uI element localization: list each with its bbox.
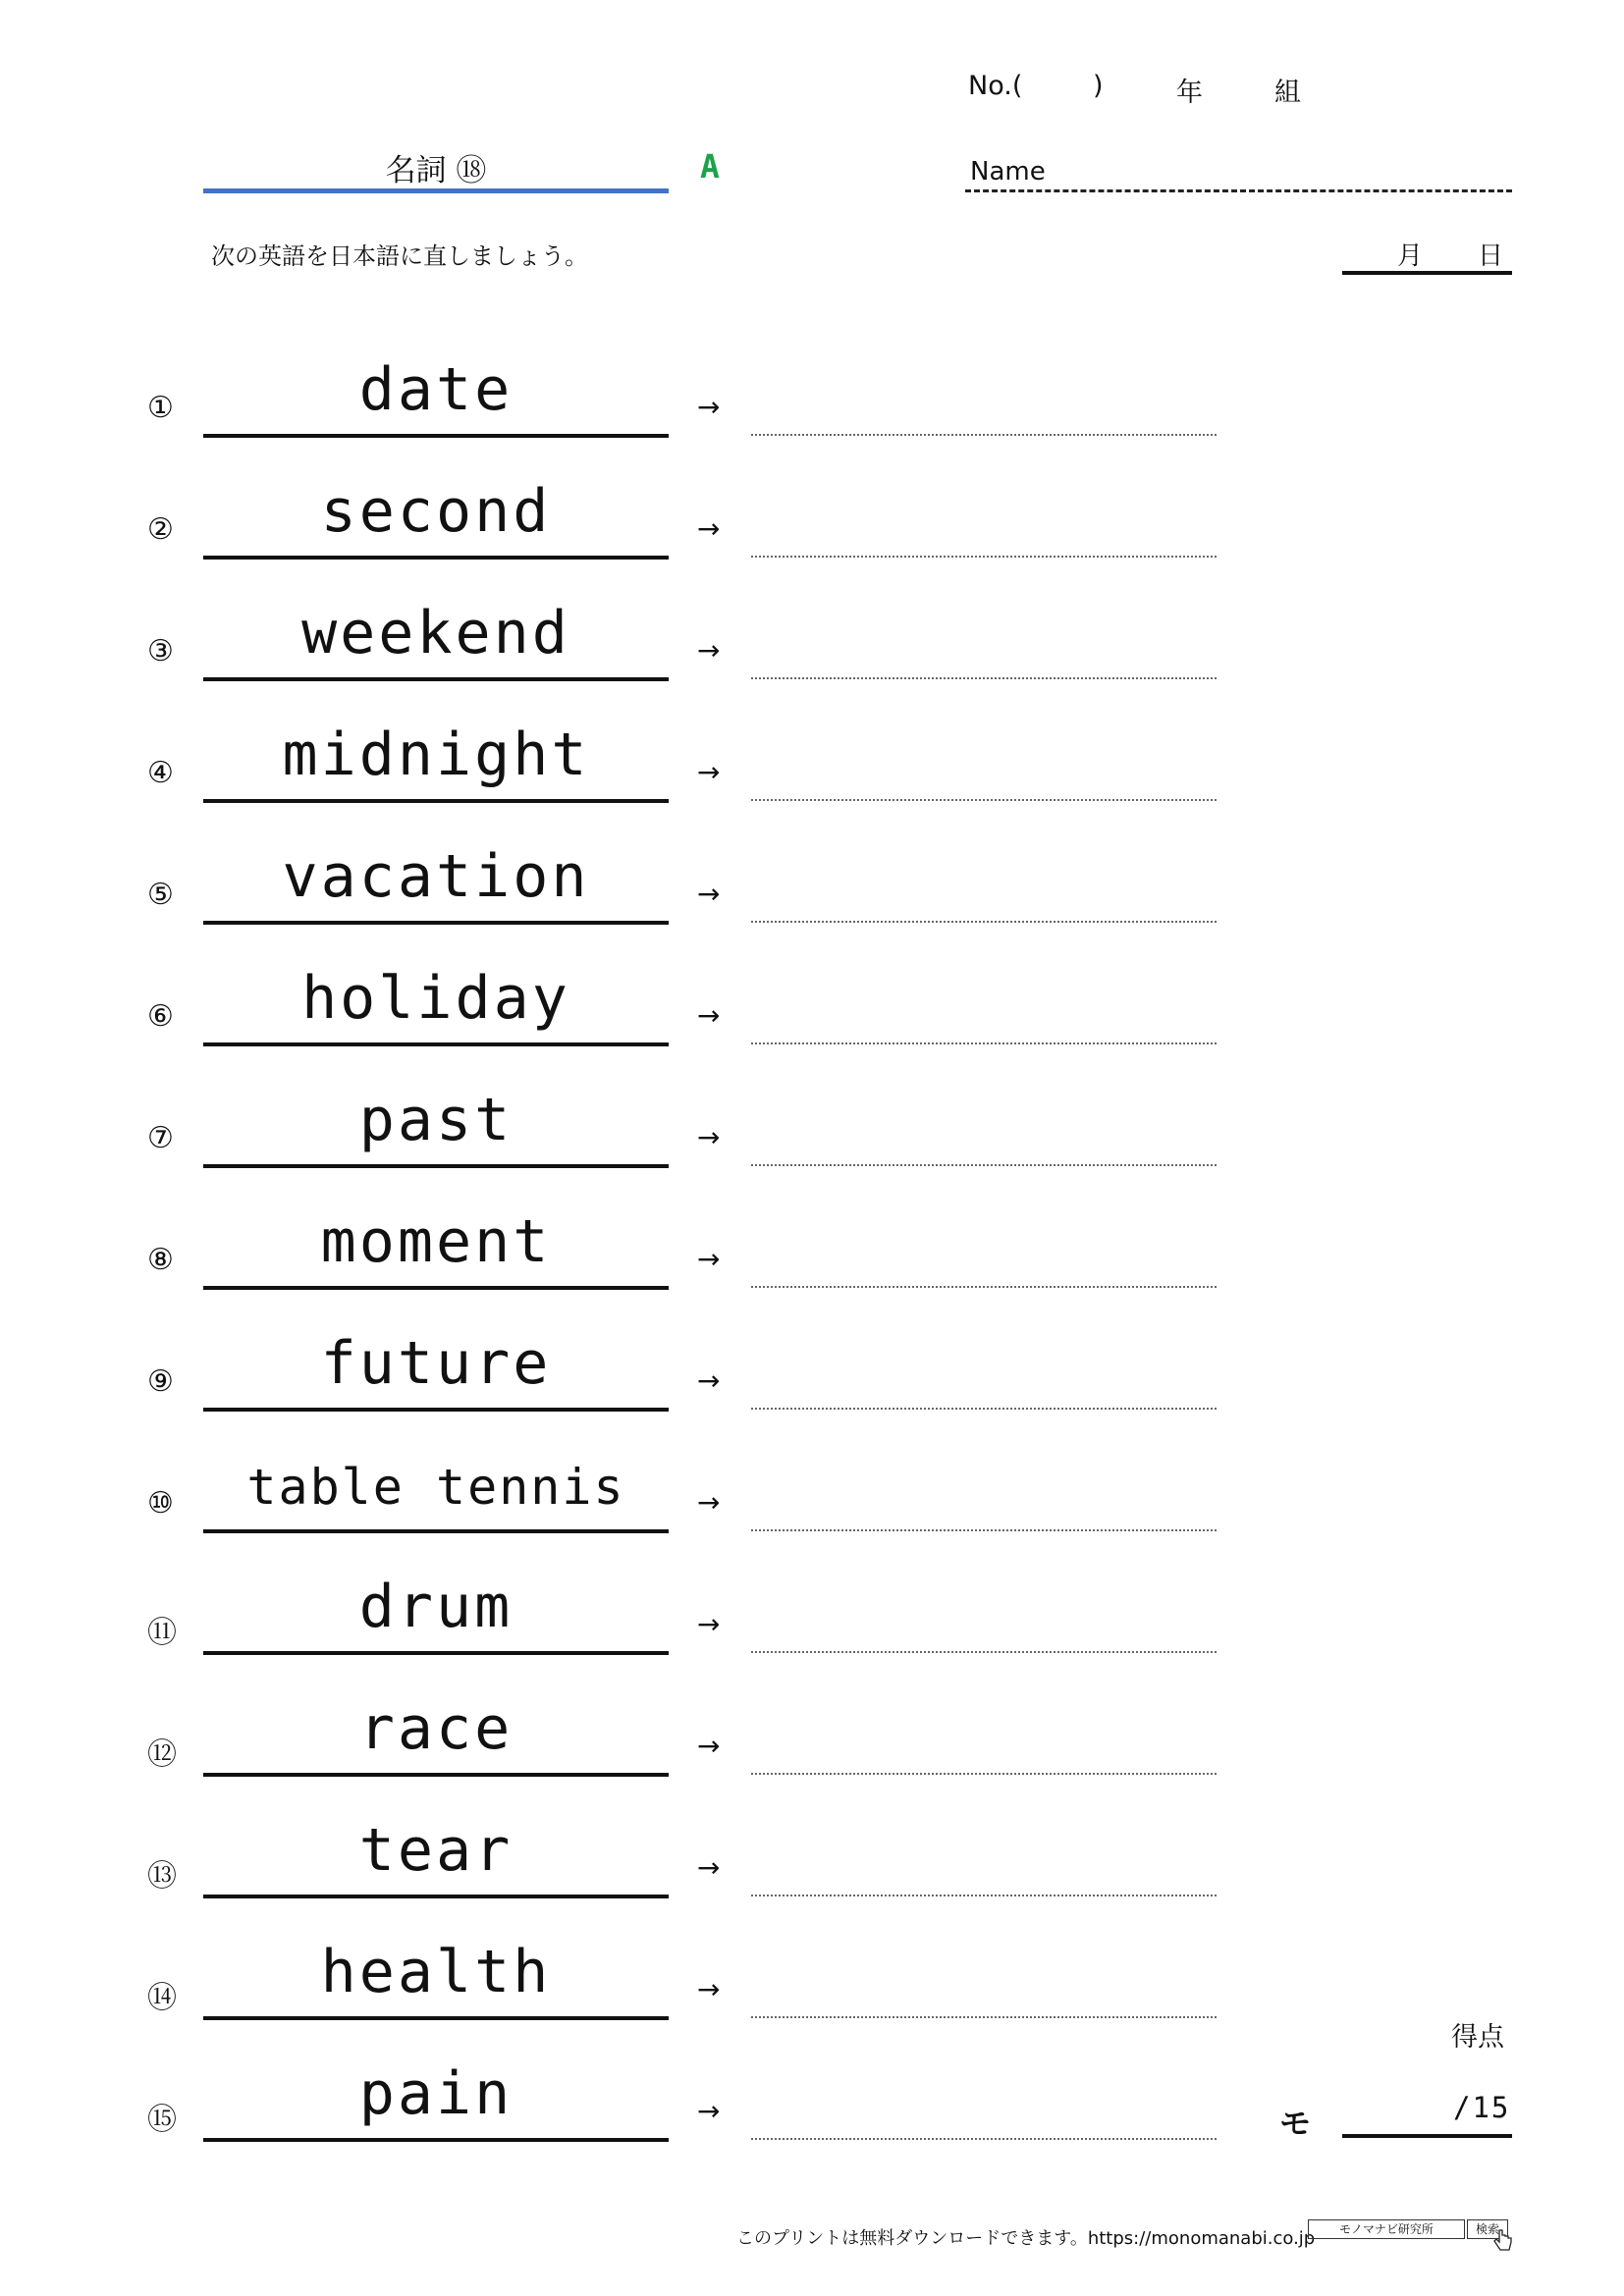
arrow-icon: → bbox=[697, 1608, 721, 1640]
question-row bbox=[0, 1573, 1624, 1690]
answer-field[interactable] bbox=[751, 1164, 1217, 1166]
pointer-hand-icon bbox=[1492, 2228, 1514, 2254]
instruction: 次の英語を日本語に直しましょう。 bbox=[211, 242, 588, 270]
arrow-icon: → bbox=[697, 1973, 721, 2005]
question-number: ⑤ bbox=[147, 878, 174, 912]
answer-field[interactable] bbox=[751, 2016, 1217, 2018]
arrow-icon: → bbox=[697, 634, 721, 667]
word-underline bbox=[203, 1286, 669, 1290]
word-underline bbox=[203, 1164, 669, 1168]
answer-field[interactable] bbox=[751, 1529, 1217, 1531]
class-label: 組 bbox=[1274, 78, 1301, 108]
english-word: future bbox=[320, 1329, 552, 1398]
no-label: No.( bbox=[968, 71, 1023, 101]
question-row bbox=[0, 477, 1624, 595]
question-row bbox=[0, 721, 1624, 838]
arrow-icon: → bbox=[697, 1486, 721, 1519]
answer-field[interactable] bbox=[751, 2138, 1217, 2140]
word-underline bbox=[203, 1773, 669, 1777]
score-value: /15 bbox=[1453, 2091, 1511, 2124]
english-word: health bbox=[320, 1938, 552, 2006]
question-number: ⑭ bbox=[147, 1981, 177, 2015]
english-word: vacation bbox=[282, 842, 590, 911]
arrow-icon: → bbox=[697, 512, 721, 545]
answer-field[interactable] bbox=[751, 1895, 1217, 1896]
word-underline bbox=[203, 434, 669, 438]
question-row bbox=[0, 599, 1624, 717]
no-close: ) bbox=[1093, 71, 1104, 101]
question-number: ④ bbox=[147, 756, 174, 790]
answer-field[interactable] bbox=[751, 921, 1217, 923]
english-word: midnight bbox=[282, 721, 590, 789]
worksheet-title: 名詞 ⑱ bbox=[385, 153, 487, 188]
arrow-icon: → bbox=[697, 756, 721, 788]
question-number: ⑨ bbox=[147, 1364, 174, 1399]
question-number: ② bbox=[147, 512, 174, 547]
arrow-icon: → bbox=[697, 1851, 721, 1884]
score-label: 得点 bbox=[1451, 2022, 1504, 2053]
question-number: ⑥ bbox=[147, 999, 174, 1034]
word-underline bbox=[203, 2016, 669, 2020]
question-row bbox=[0, 1694, 1624, 1812]
word-underline bbox=[203, 2138, 669, 2142]
footer-search-button[interactable]: 検索 bbox=[1467, 2219, 1508, 2239]
question-number: ⑦ bbox=[147, 1121, 174, 1155]
score-field[interactable] bbox=[1342, 2134, 1512, 2138]
word-underline bbox=[203, 556, 669, 560]
english-word: date bbox=[358, 355, 514, 424]
word-underline bbox=[203, 799, 669, 803]
day-label: 日 bbox=[1478, 241, 1504, 271]
answer-field[interactable] bbox=[751, 799, 1217, 801]
answer-field[interactable] bbox=[751, 1773, 1217, 1775]
answer-field[interactable] bbox=[751, 1651, 1217, 1653]
question-number: ⑪ bbox=[147, 1616, 177, 1650]
logo-icon: モ bbox=[1279, 2105, 1312, 2142]
english-word: second bbox=[320, 477, 552, 546]
date-field[interactable] bbox=[1342, 236, 1512, 275]
arrow-icon: → bbox=[697, 1364, 721, 1397]
question-number: ⑫ bbox=[147, 1737, 177, 1772]
arrow-icon: → bbox=[697, 1243, 721, 1275]
name-label: Name bbox=[970, 157, 1046, 187]
word-underline bbox=[203, 1408, 669, 1412]
answer-field[interactable] bbox=[751, 556, 1217, 558]
english-word: pain bbox=[358, 2059, 514, 2128]
question-row bbox=[0, 1086, 1624, 1203]
question-row bbox=[0, 1207, 1624, 1325]
footer-text: このプリントは無料ダウンロードできます。https://monomanabi.co.jp bbox=[736, 2228, 1316, 2249]
arrow-icon: → bbox=[697, 1730, 721, 1762]
level-badge: A bbox=[700, 147, 720, 186]
arrow-icon: → bbox=[697, 1121, 721, 1153]
answer-field[interactable] bbox=[751, 1408, 1217, 1410]
question-number: ⑩ bbox=[147, 1486, 174, 1521]
question-number: ⑬ bbox=[147, 1859, 177, 1894]
word-underline bbox=[203, 677, 669, 681]
word-underline bbox=[203, 921, 669, 925]
word-underline bbox=[203, 1529, 669, 1533]
answer-field[interactable] bbox=[751, 1042, 1217, 1044]
month-label: 月 bbox=[1397, 241, 1424, 271]
arrow-icon: → bbox=[697, 999, 721, 1032]
question-row bbox=[0, 355, 1624, 473]
question-number: ⑮ bbox=[147, 2103, 177, 2137]
arrow-icon: → bbox=[697, 2095, 721, 2127]
word-underline bbox=[203, 1042, 669, 1046]
english-word: drum bbox=[358, 1573, 514, 1641]
answer-field[interactable] bbox=[751, 434, 1217, 436]
english-word: weekend bbox=[301, 599, 570, 667]
question-row bbox=[0, 1816, 1624, 1934]
word-underline bbox=[203, 1651, 669, 1655]
word-underline bbox=[203, 1895, 669, 1898]
question-row bbox=[0, 1451, 1624, 1569]
question-row bbox=[0, 2059, 1624, 2177]
question-number: ① bbox=[147, 391, 174, 425]
english-word: race bbox=[358, 1694, 514, 1763]
english-word: holiday bbox=[301, 964, 570, 1033]
title-underline bbox=[203, 188, 669, 193]
footer-search-box[interactable]: モノマナビ研究所 bbox=[1308, 2219, 1465, 2239]
question-number: ⑧ bbox=[147, 1243, 174, 1277]
grade-label: 年 bbox=[1176, 78, 1203, 108]
question-row bbox=[0, 964, 1624, 1082]
english-word: past bbox=[358, 1086, 514, 1154]
english-word: table tennis bbox=[246, 1459, 625, 1516]
english-word: moment bbox=[320, 1207, 552, 1276]
name-field[interactable] bbox=[965, 189, 1512, 192]
question-row bbox=[0, 842, 1624, 960]
question-row bbox=[0, 1329, 1624, 1447]
question-number: ③ bbox=[147, 634, 174, 668]
english-word: tear bbox=[358, 1816, 514, 1885]
arrow-icon: → bbox=[697, 391, 721, 423]
answer-field[interactable] bbox=[751, 677, 1217, 679]
arrow-icon: → bbox=[697, 878, 721, 910]
question-row bbox=[0, 1938, 1624, 2056]
answer-field[interactable] bbox=[751, 1286, 1217, 1288]
